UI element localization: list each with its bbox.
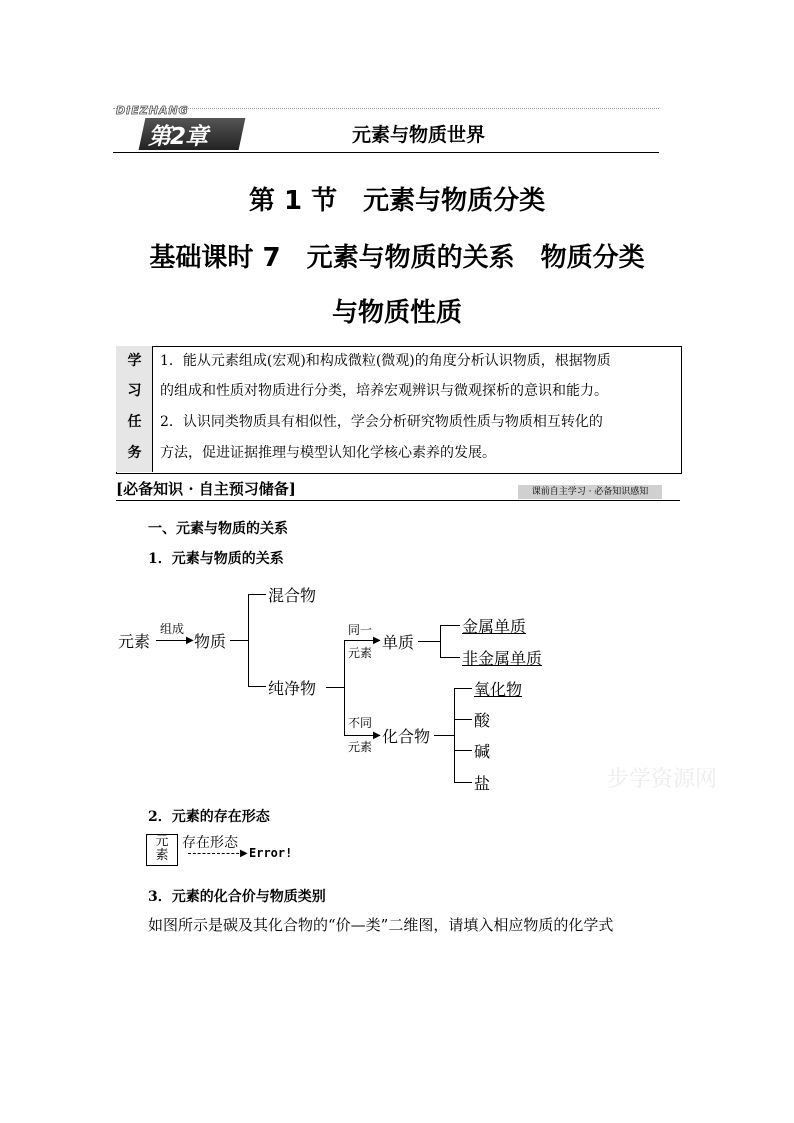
connector <box>454 719 472 720</box>
bracket <box>344 640 345 735</box>
connector <box>454 750 472 751</box>
chapter-badge-text: 第2章 <box>148 124 208 150</box>
arrowhead-icon: ▶ <box>373 730 381 741</box>
watermark: 步学资源网 <box>607 767 718 792</box>
heading-1-2: 2．元素的存在形态 <box>148 809 270 825</box>
node-base: 碱 <box>474 742 491 761</box>
chapter-english-label: DIEZHANG <box>116 104 189 117</box>
node-simple-substance: 单质 <box>382 633 415 652</box>
node-acid: 酸 <box>474 711 491 730</box>
connector <box>440 657 460 658</box>
chapter-title: 元素与物质世界 <box>352 124 486 146</box>
element-box <box>146 834 178 866</box>
section-bar-tag: 课前自主学习 · 必备知识感知 <box>518 485 662 499</box>
body-paragraph: 如图所示是碳及其化合物的“价—类”二维图，请填入相应物质的化学式 <box>148 916 614 934</box>
node-compound: 化合物 <box>382 727 431 746</box>
node-oxide: 氧化物 <box>474 680 523 699</box>
arrowhead-icon: ▶ <box>186 635 194 646</box>
lesson-title-line1: 基础课时 7 元素与物质的关系 物质分类 <box>149 243 645 273</box>
label-same-element: 元素 <box>348 646 373 660</box>
error-text: Error! <box>249 846 293 860</box>
header-rule <box>113 152 659 153</box>
connector <box>454 688 472 689</box>
connector <box>440 625 460 626</box>
task-side-char: 学 <box>127 353 142 369</box>
bracket <box>440 625 441 657</box>
element-box-char: 元 <box>155 834 169 849</box>
heading-1: 一、元素与物质的关系 <box>148 521 288 537</box>
node-salt: 盐 <box>474 774 491 793</box>
connector <box>230 640 248 641</box>
existence-label: 存在形态 <box>182 835 238 851</box>
arrowhead-icon: ▶ <box>240 848 248 859</box>
task-line: 的组成和性质对物质进行分类，培养宏观辨识与微观探析的意识和能力。 <box>160 383 608 399</box>
node-element: 元素 <box>118 632 151 651</box>
node-nonmetal: 非金属单质 <box>462 649 543 668</box>
lesson-title-line2: 与物质性质 <box>331 298 462 328</box>
heading-1-3: 3．元素的化合价与物质类别 <box>148 889 326 905</box>
connector <box>248 594 266 595</box>
task-line: 1．能从元素组成(宏观)和构成微粒(微观)的角度分析认识物质，根据物质 <box>160 353 611 369</box>
task-side-char: 务 <box>127 445 142 461</box>
connector <box>454 782 472 783</box>
task-line: 2．认识同类物质具有相似性，学会分析研究物质性质与物质相互转化的 <box>160 414 603 430</box>
node-pure: 纯净物 <box>268 679 317 698</box>
connector <box>434 735 454 736</box>
node-substance: 物质 <box>194 632 227 651</box>
task-side-char: 习 <box>127 383 142 399</box>
section-bar-title: [必备知识 · 自主预习储备] <box>116 480 296 498</box>
connector <box>418 641 440 642</box>
task-line: 方法，促进证据推理与模型认知化学核心素养的发展。 <box>160 445 496 461</box>
header-dotted-rule <box>113 108 659 109</box>
task-side-char: 任 <box>127 414 142 430</box>
connector <box>248 686 266 687</box>
node-mixture: 混合物 <box>268 586 317 605</box>
label-compose: 组成 <box>160 622 185 636</box>
label-diff-element: 不同 <box>348 716 373 730</box>
arrowhead-icon: ▶ <box>373 635 381 646</box>
element-box-char: 素 <box>155 848 169 863</box>
label-same-element: 同一 <box>348 623 373 637</box>
bracket <box>454 688 455 782</box>
section-bar-rule <box>116 500 680 501</box>
node-metal: 金属单质 <box>462 617 527 636</box>
bracket <box>248 594 249 686</box>
existence-arrow <box>188 853 244 854</box>
label-diff-element: 元素 <box>348 740 373 754</box>
heading-1-1: 1．元素与物质的关系 <box>148 551 284 567</box>
section-title: 第 1 节 元素与物质分类 <box>248 186 546 216</box>
connector <box>326 687 344 688</box>
